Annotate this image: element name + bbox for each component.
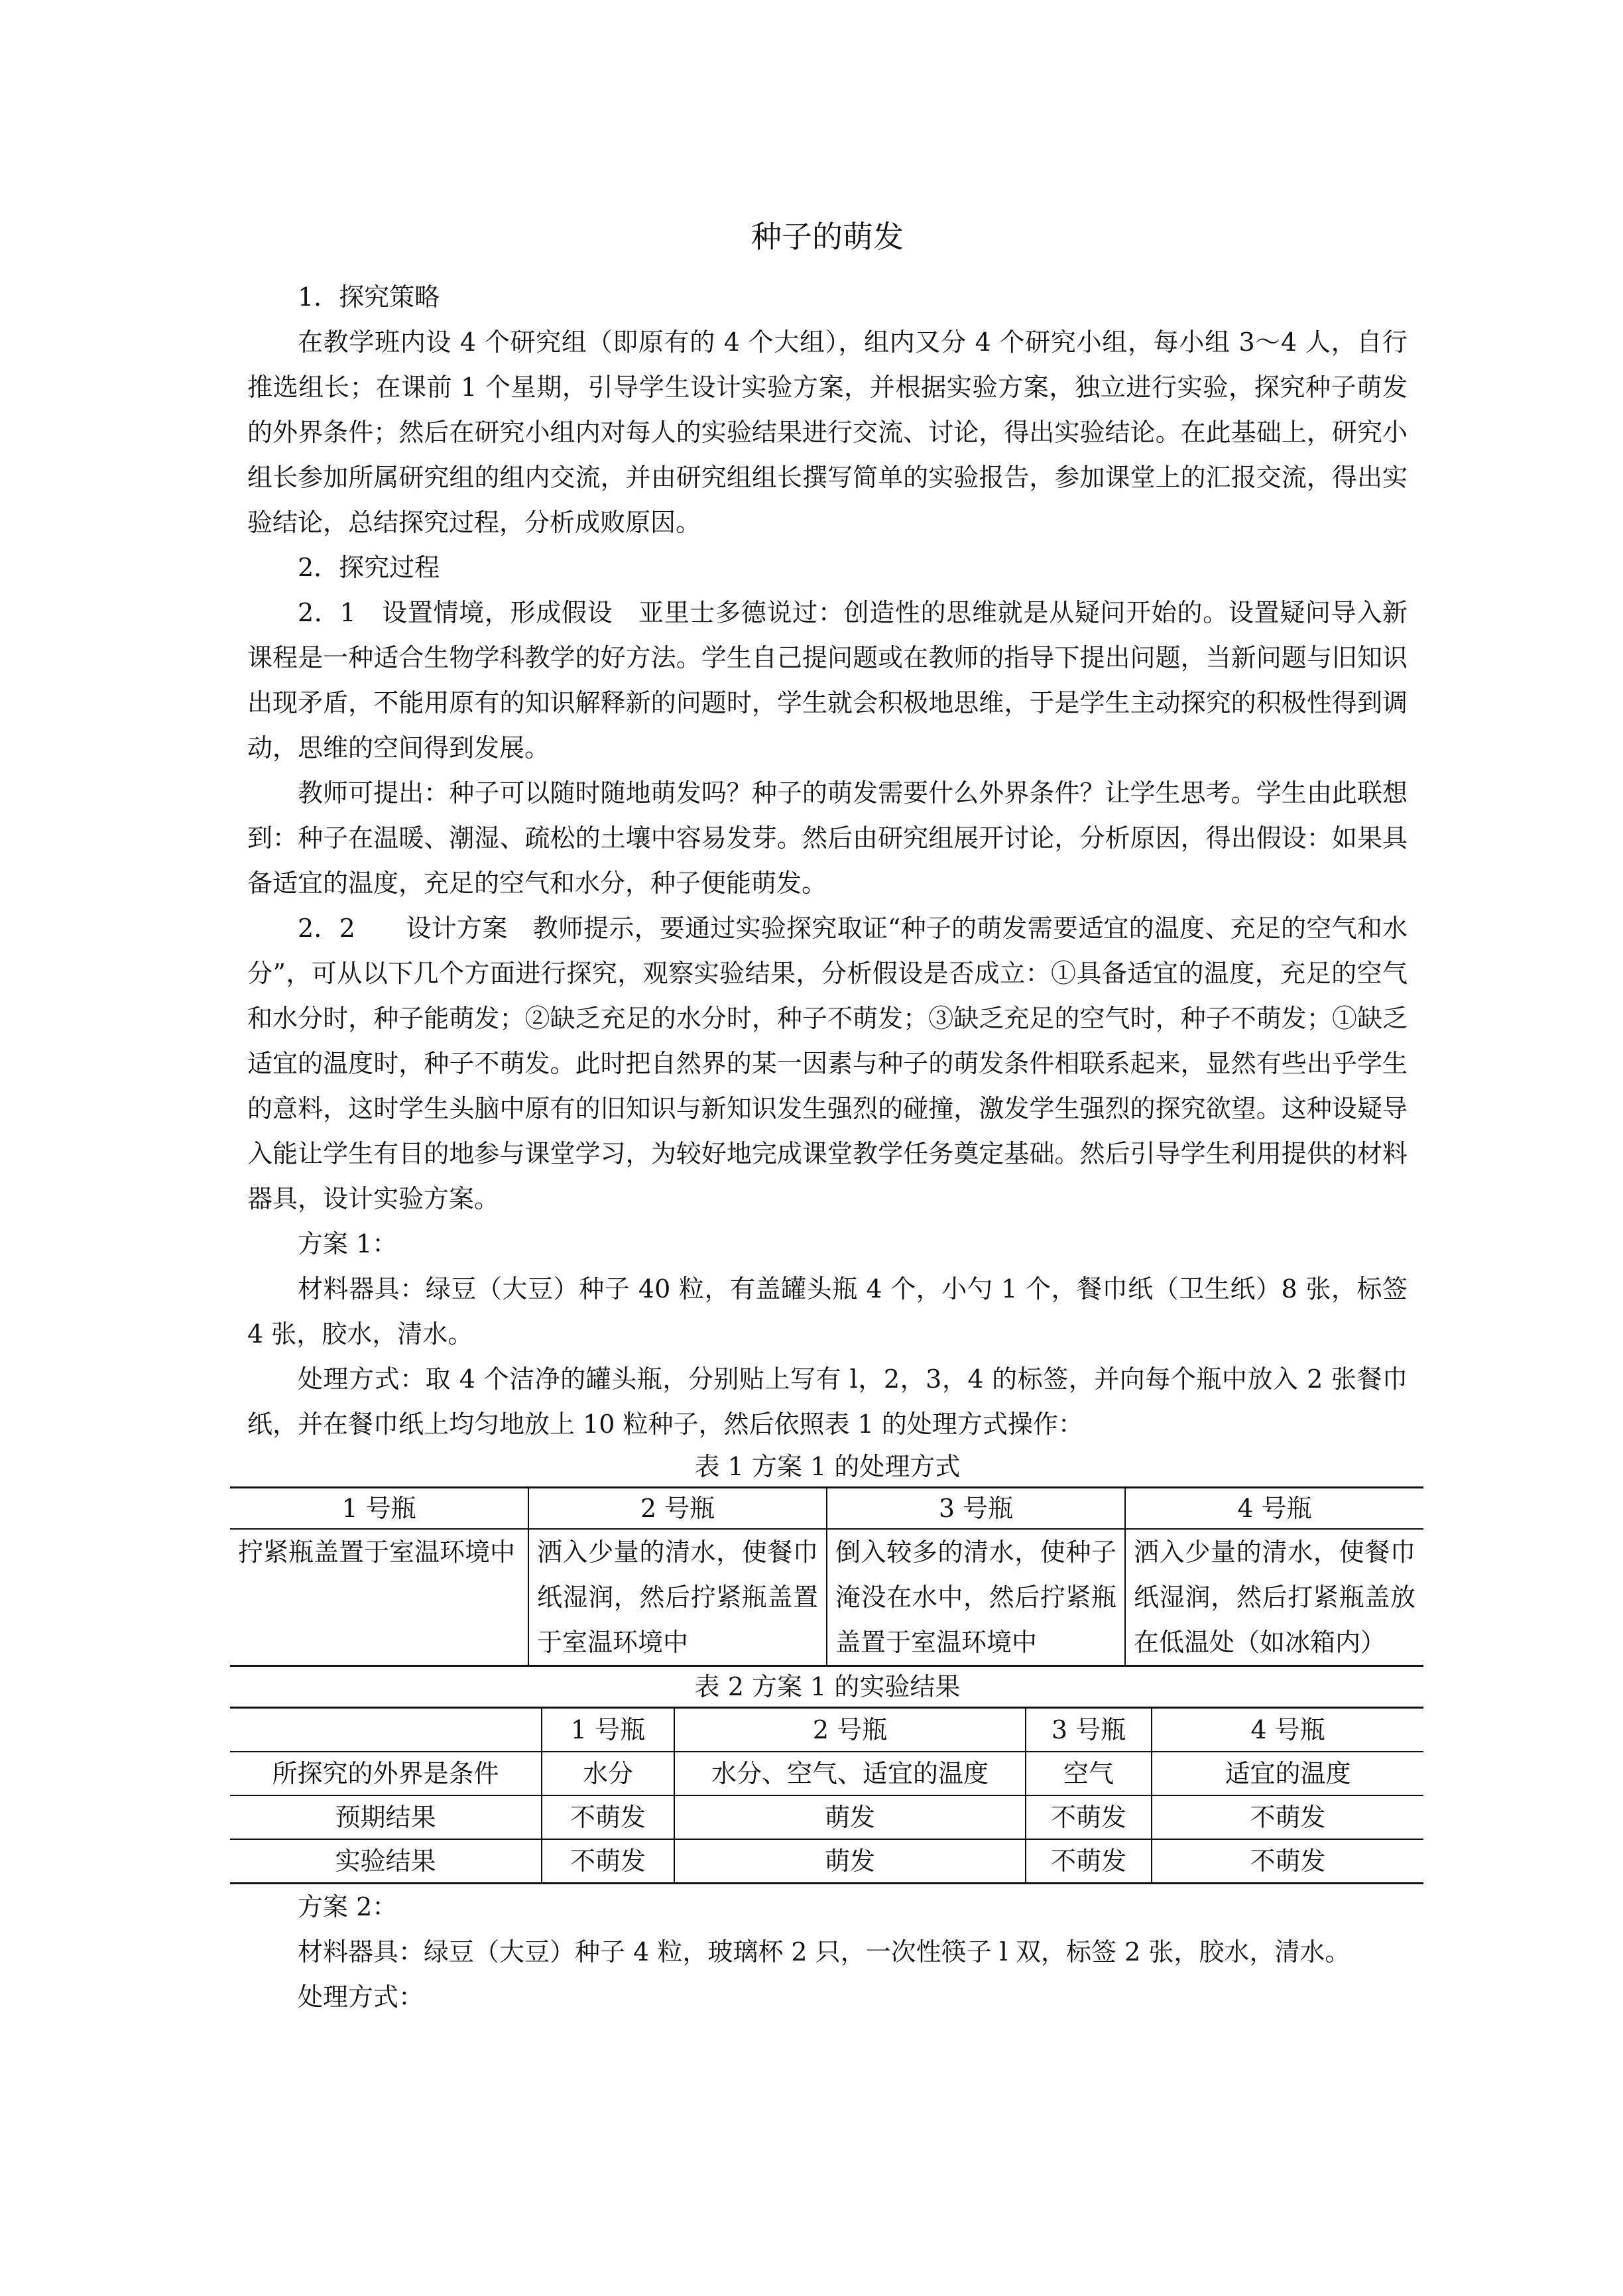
- table1-header-cell: 3 号瓶: [827, 1488, 1125, 1530]
- table2-cell: 预期结果: [230, 1795, 542, 1839]
- table2-cell: 所探究的外界是条件: [230, 1752, 542, 1795]
- document-title: 种子的萌发: [751, 219, 904, 255]
- table1: [230, 1486, 1423, 1667]
- paragraph-strategy: 在教学班内设 4 个研究组（即原有的 4 个大组），组内又分 4 个研究小组，每小组 3～4 人，自行推选组长；在课前 1 个星期，引导学生设计实验方案，并根据实验方案，独立进行实验，探究种子萌发的外界条件；然后在研究小组内对每人的实验结果进行交流、讨论，得出实验结论。在此基础上，研究小组长参加所属研究组的组内交流，并由研究组组长撰写简单的实验报告，参加课堂上的汇报交流，得出实验结论，总结探究过程，分析成败原因。: [247, 328, 1408, 537]
- paragraph-hypothesis: 2．1 设置情境，形成假设 亚里士多德说过：创造性的思维就是从疑问开始的。设置疑问导入新课程是一种适合生物学科教学的好方法。学生自己提问题或在教师的指导下提出问题，当新问题与旧知识出现矛盾，不能用原有的知识解释新的问题时，学生就会积极地思维，于是学生主动探究的积极性得到调动，思维的空间得到发展。: [247, 598, 1408, 762]
- table1-header-row: [230, 1488, 1423, 1530]
- table2-row: [230, 1752, 1423, 1795]
- table2-cell: 空气: [1026, 1752, 1152, 1795]
- table2-header-cell: 1 号瓶: [542, 1708, 674, 1752]
- table2-cell: 水分、空气、适宜的温度: [674, 1752, 1026, 1795]
- plan1-materials: 材料器具：绿豆（大豆）种子 40 粒，有盖罐头瓶 4 个，小勺 1 个，餐巾纸（卫生纸）8 张，标签 4 张，胶水，清水。: [247, 1274, 1408, 1349]
- table2-cell: 实验结果: [230, 1839, 542, 1884]
- table1-row: [230, 1529, 1423, 1666]
- table2: [230, 1707, 1423, 1884]
- table2-cell: 不萌发: [1026, 1839, 1152, 1884]
- table2-header-cell: 4 号瓶: [1152, 1708, 1423, 1752]
- section-heading-strategy: 1．探究策略: [298, 282, 440, 312]
- table2-cell: 不萌发: [542, 1795, 674, 1839]
- section-heading-process: 2．探究过程: [298, 553, 440, 582]
- table1-caption: 表 1 方案 1 的处理方式: [694, 1452, 961, 1481]
- table2-cell: 不萌发: [1026, 1795, 1152, 1839]
- table2-cell: 不萌发: [1152, 1839, 1423, 1884]
- table1-cell: 洒入少量的清水，使餐巾纸湿润，然后打紧瓶盖放在低温处（如冰箱内）: [1125, 1529, 1423, 1666]
- plan2-procedure: 处理方式：: [298, 1982, 424, 2012]
- table2-cell: 萌发: [674, 1839, 1026, 1884]
- table2-caption: 表 2 方案 1 的实验结果: [694, 1672, 961, 1701]
- paragraph-teacher-question: 教师可提出：种子可以随时随地萌发吗？种子的萌发需要什么外界条件？让学生思考。学生由此联想到：种子在温暖、潮湿、疏松的土壤中容易发芽。然后由研究组展开讨论，分析原因，得出假设：如果具备适宜的温度，充足的空气和水分，种子便能萌发。: [247, 778, 1408, 898]
- table2-cell: 不萌发: [1152, 1795, 1423, 1839]
- plan1-heading: 方案 1：: [298, 1229, 398, 1258]
- table1-header-cell: 1 号瓶: [230, 1488, 528, 1530]
- table2-header-cell: 2 号瓶: [674, 1708, 1026, 1752]
- table2-cell: 适宜的温度: [1152, 1752, 1423, 1795]
- table1-cell: 洒入少量的清水，使餐巾纸湿润，然后拧紧瓶盖置于室温环境中: [528, 1529, 827, 1666]
- paragraph-design: 2．2 设计方案 教师提示，要通过实验探究取证“种子的萌发需要适宜的温度、充足的空气和水分”，可从以下几个方面进行探究，观察实验结果，分析假设是否成立：①具备适宜的温度，充足的空气和水分时，种子能萌发；②缺乏充足的水分时，种子不萌发；③缺乏充足的空气时，种子不萌发；①缺乏适宜的温度时，种子不萌发。此时把自然界的某一因素与种子的萌发条件相联系起来，显然有些出乎学生的意料，这时学生头脑中原有的旧知识与新知识发生强烈的碰撞，激发学生强烈的探究欲望。这种设疑导入能让学生有目的地参与课堂学习，为较好地完成课堂教学任务奠定基础。然后引导学生利用提供的材料器具，设计实验方案。: [247, 914, 1408, 1213]
- table2-header-cell: [230, 1708, 542, 1752]
- plan2-materials: 材料器具：绿豆（大豆）种子 4 粒，玻璃杯 2 只，一次性筷子 l 双，标签 2 张，胶水，清水。: [298, 1937, 1351, 1966]
- plan1-procedure: 处理方式：取 4 个洁净的罐头瓶，分别贴上写有 l，2，3，4 的标签，并向每个瓶中放入 2 张餐巾纸，并在餐巾纸上均匀地放上 10 粒种子，然后依照表 1 的处理方式操作：: [247, 1364, 1408, 1439]
- table1-cell: 拧紧瓶盖置于室温环境中: [230, 1529, 528, 1666]
- table2-row: [230, 1839, 1423, 1884]
- table2-cell: 萌发: [674, 1795, 1026, 1839]
- table1-header-cell: 2 号瓶: [528, 1488, 827, 1530]
- table2-header-cell: 3 号瓶: [1026, 1708, 1152, 1752]
- plan2-heading: 方案 2：: [298, 1892, 398, 1921]
- table2-cell: 水分: [542, 1752, 674, 1795]
- table1-cell: 倒入较多的清水，使种子淹没在水中，然后拧紧瓶盖置于室温环境中: [827, 1529, 1125, 1666]
- table1-header-cell: 4 号瓶: [1125, 1488, 1423, 1530]
- document-page: [238, 213, 1415, 2020]
- table2-row: [230, 1795, 1423, 1839]
- table2-header-row: [230, 1708, 1423, 1752]
- table2-cell: 不萌发: [542, 1839, 674, 1884]
